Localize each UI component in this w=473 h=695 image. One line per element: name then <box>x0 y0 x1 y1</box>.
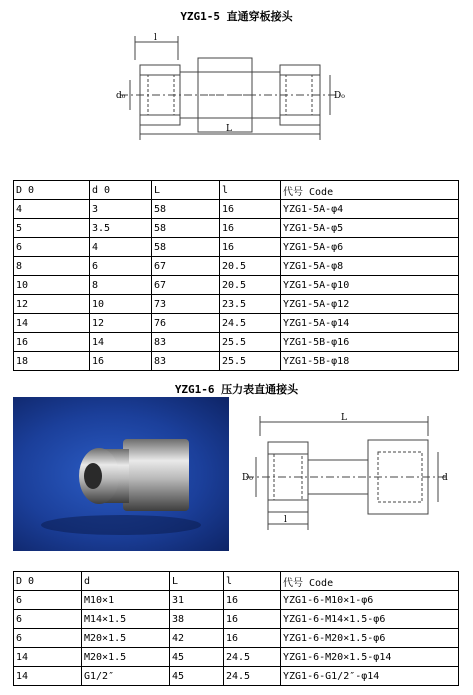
cell: 16 <box>224 591 281 610</box>
cell: 16 <box>90 352 152 371</box>
table-row <box>14 257 459 276</box>
cell: 12 <box>14 295 90 314</box>
cell: 83 <box>152 352 220 371</box>
bulkhead-union-table <box>13 180 459 371</box>
dim-L-label: L <box>226 124 232 134</box>
cell: 16 <box>220 219 281 238</box>
cell: 6 <box>90 257 152 276</box>
cell: 45 <box>170 667 224 686</box>
cell: G1/2″ <box>82 667 170 686</box>
cell: 23.5 <box>220 295 281 314</box>
column-header: 代号 Code <box>281 181 459 200</box>
dim-l-label: l <box>284 515 287 525</box>
cell: 58 <box>152 200 220 219</box>
cell: YZG1-5A-φ5 <box>281 219 459 238</box>
bulkhead-union-drawing <box>110 30 350 145</box>
product-photo <box>13 397 229 551</box>
cell: YZG1-6-M20×1.5-φ14 <box>281 648 459 667</box>
cell: 6 <box>14 610 82 629</box>
cell: 24.5 <box>220 314 281 333</box>
cell: 38 <box>170 610 224 629</box>
column-header: l <box>220 181 281 200</box>
table-row <box>14 333 459 352</box>
cell: YZG1-5A-φ8 <box>281 257 459 276</box>
cell: 24.5 <box>224 667 281 686</box>
table-row <box>14 295 459 314</box>
table-row <box>14 667 459 686</box>
cell: 6 <box>14 591 82 610</box>
cell: 4 <box>90 238 152 257</box>
cell: 83 <box>152 333 220 352</box>
cell: 24.5 <box>224 648 281 667</box>
cell: 14 <box>14 314 90 333</box>
cell: 76 <box>152 314 220 333</box>
cell: 42 <box>170 629 224 648</box>
cell: 20.5 <box>220 276 281 295</box>
table-row <box>14 648 459 667</box>
table-row <box>14 200 459 219</box>
cell: 3 <box>90 200 152 219</box>
cell: YZG1-6-G1/2″-φ14 <box>281 667 459 686</box>
table-row <box>14 314 459 333</box>
cell: 58 <box>152 238 220 257</box>
dim-l-label: l <box>154 33 157 43</box>
table-row <box>14 352 459 371</box>
cell: YZG1-6-M10×1-φ6 <box>281 591 459 610</box>
cell: 6 <box>14 238 90 257</box>
cell: 16 <box>220 200 281 219</box>
column-header: L <box>152 181 220 200</box>
cell: 31 <box>170 591 224 610</box>
cell: 67 <box>152 257 220 276</box>
column-header: D 0 <box>14 572 82 591</box>
cell: 14 <box>90 333 152 352</box>
cell: 6 <box>14 629 82 648</box>
cell: M14×1.5 <box>82 610 170 629</box>
cell: YZG1-5B-φ18 <box>281 352 459 371</box>
gauge-adapter-table <box>13 571 459 686</box>
section1-title: YZG1-5 直通穿板接头 <box>180 10 293 23</box>
table-row <box>14 238 459 257</box>
cell: 16 <box>224 629 281 648</box>
column-header: d <box>82 572 170 591</box>
cell: 16 <box>14 333 90 352</box>
cell: 45 <box>170 648 224 667</box>
cell: YZG1-6-M20×1.5-φ6 <box>281 629 459 648</box>
cell: 58 <box>152 219 220 238</box>
cell: 73 <box>152 295 220 314</box>
table-row <box>14 219 459 238</box>
table-row <box>14 276 459 295</box>
cell: 8 <box>90 276 152 295</box>
table-header-row <box>14 572 459 591</box>
cell: 18 <box>14 352 90 371</box>
cell: M20×1.5 <box>82 648 170 667</box>
column-header: D 0 <box>14 181 90 200</box>
cell: 25.5 <box>220 352 281 371</box>
table-header-row <box>14 181 459 200</box>
column-header: d 0 <box>90 181 152 200</box>
cell: 14 <box>14 648 82 667</box>
cell: 4 <box>14 200 90 219</box>
cell: YZG1-5A-φ10 <box>281 276 459 295</box>
cell: 25.5 <box>220 333 281 352</box>
cell: M10×1 <box>82 591 170 610</box>
table-row <box>14 629 459 648</box>
section2-title: YZG1-6 压力表直通接头 <box>174 383 299 396</box>
cell: 3.5 <box>90 219 152 238</box>
cell: YZG1-5A-φ14 <box>281 314 459 333</box>
dim-d0-label: d₀ <box>116 91 126 101</box>
cell: 16 <box>220 238 281 257</box>
cell: 20.5 <box>220 257 281 276</box>
cell: 10 <box>14 276 90 295</box>
column-header: l <box>224 572 281 591</box>
dim-d-label: d <box>442 473 448 483</box>
cell: 10 <box>90 295 152 314</box>
fitting-photo-illustration <box>13 397 229 551</box>
dim-L-label: L <box>341 413 347 423</box>
cell: 14 <box>14 667 82 686</box>
column-header: 代号 Code <box>281 572 459 591</box>
gauge-adapter-drawing <box>238 412 458 532</box>
cell: 8 <box>14 257 90 276</box>
table-row <box>14 591 459 610</box>
cell: 12 <box>90 314 152 333</box>
table-row <box>14 610 459 629</box>
column-header: L <box>170 572 224 591</box>
cell: YZG1-5A-φ12 <box>281 295 459 314</box>
cell: YZG1-6-M14×1.5-φ6 <box>281 610 459 629</box>
dim-D0-label: D₀ <box>334 91 345 101</box>
cell: YZG1-5A-φ6 <box>281 238 459 257</box>
dim-D0-label: D₀ <box>242 473 253 483</box>
cell: YZG1-5A-φ4 <box>281 200 459 219</box>
cell: M20×1.5 <box>82 629 170 648</box>
cell: 67 <box>152 276 220 295</box>
cell: 16 <box>224 610 281 629</box>
cell: 5 <box>14 219 90 238</box>
cell: YZG1-5B-φ16 <box>281 333 459 352</box>
